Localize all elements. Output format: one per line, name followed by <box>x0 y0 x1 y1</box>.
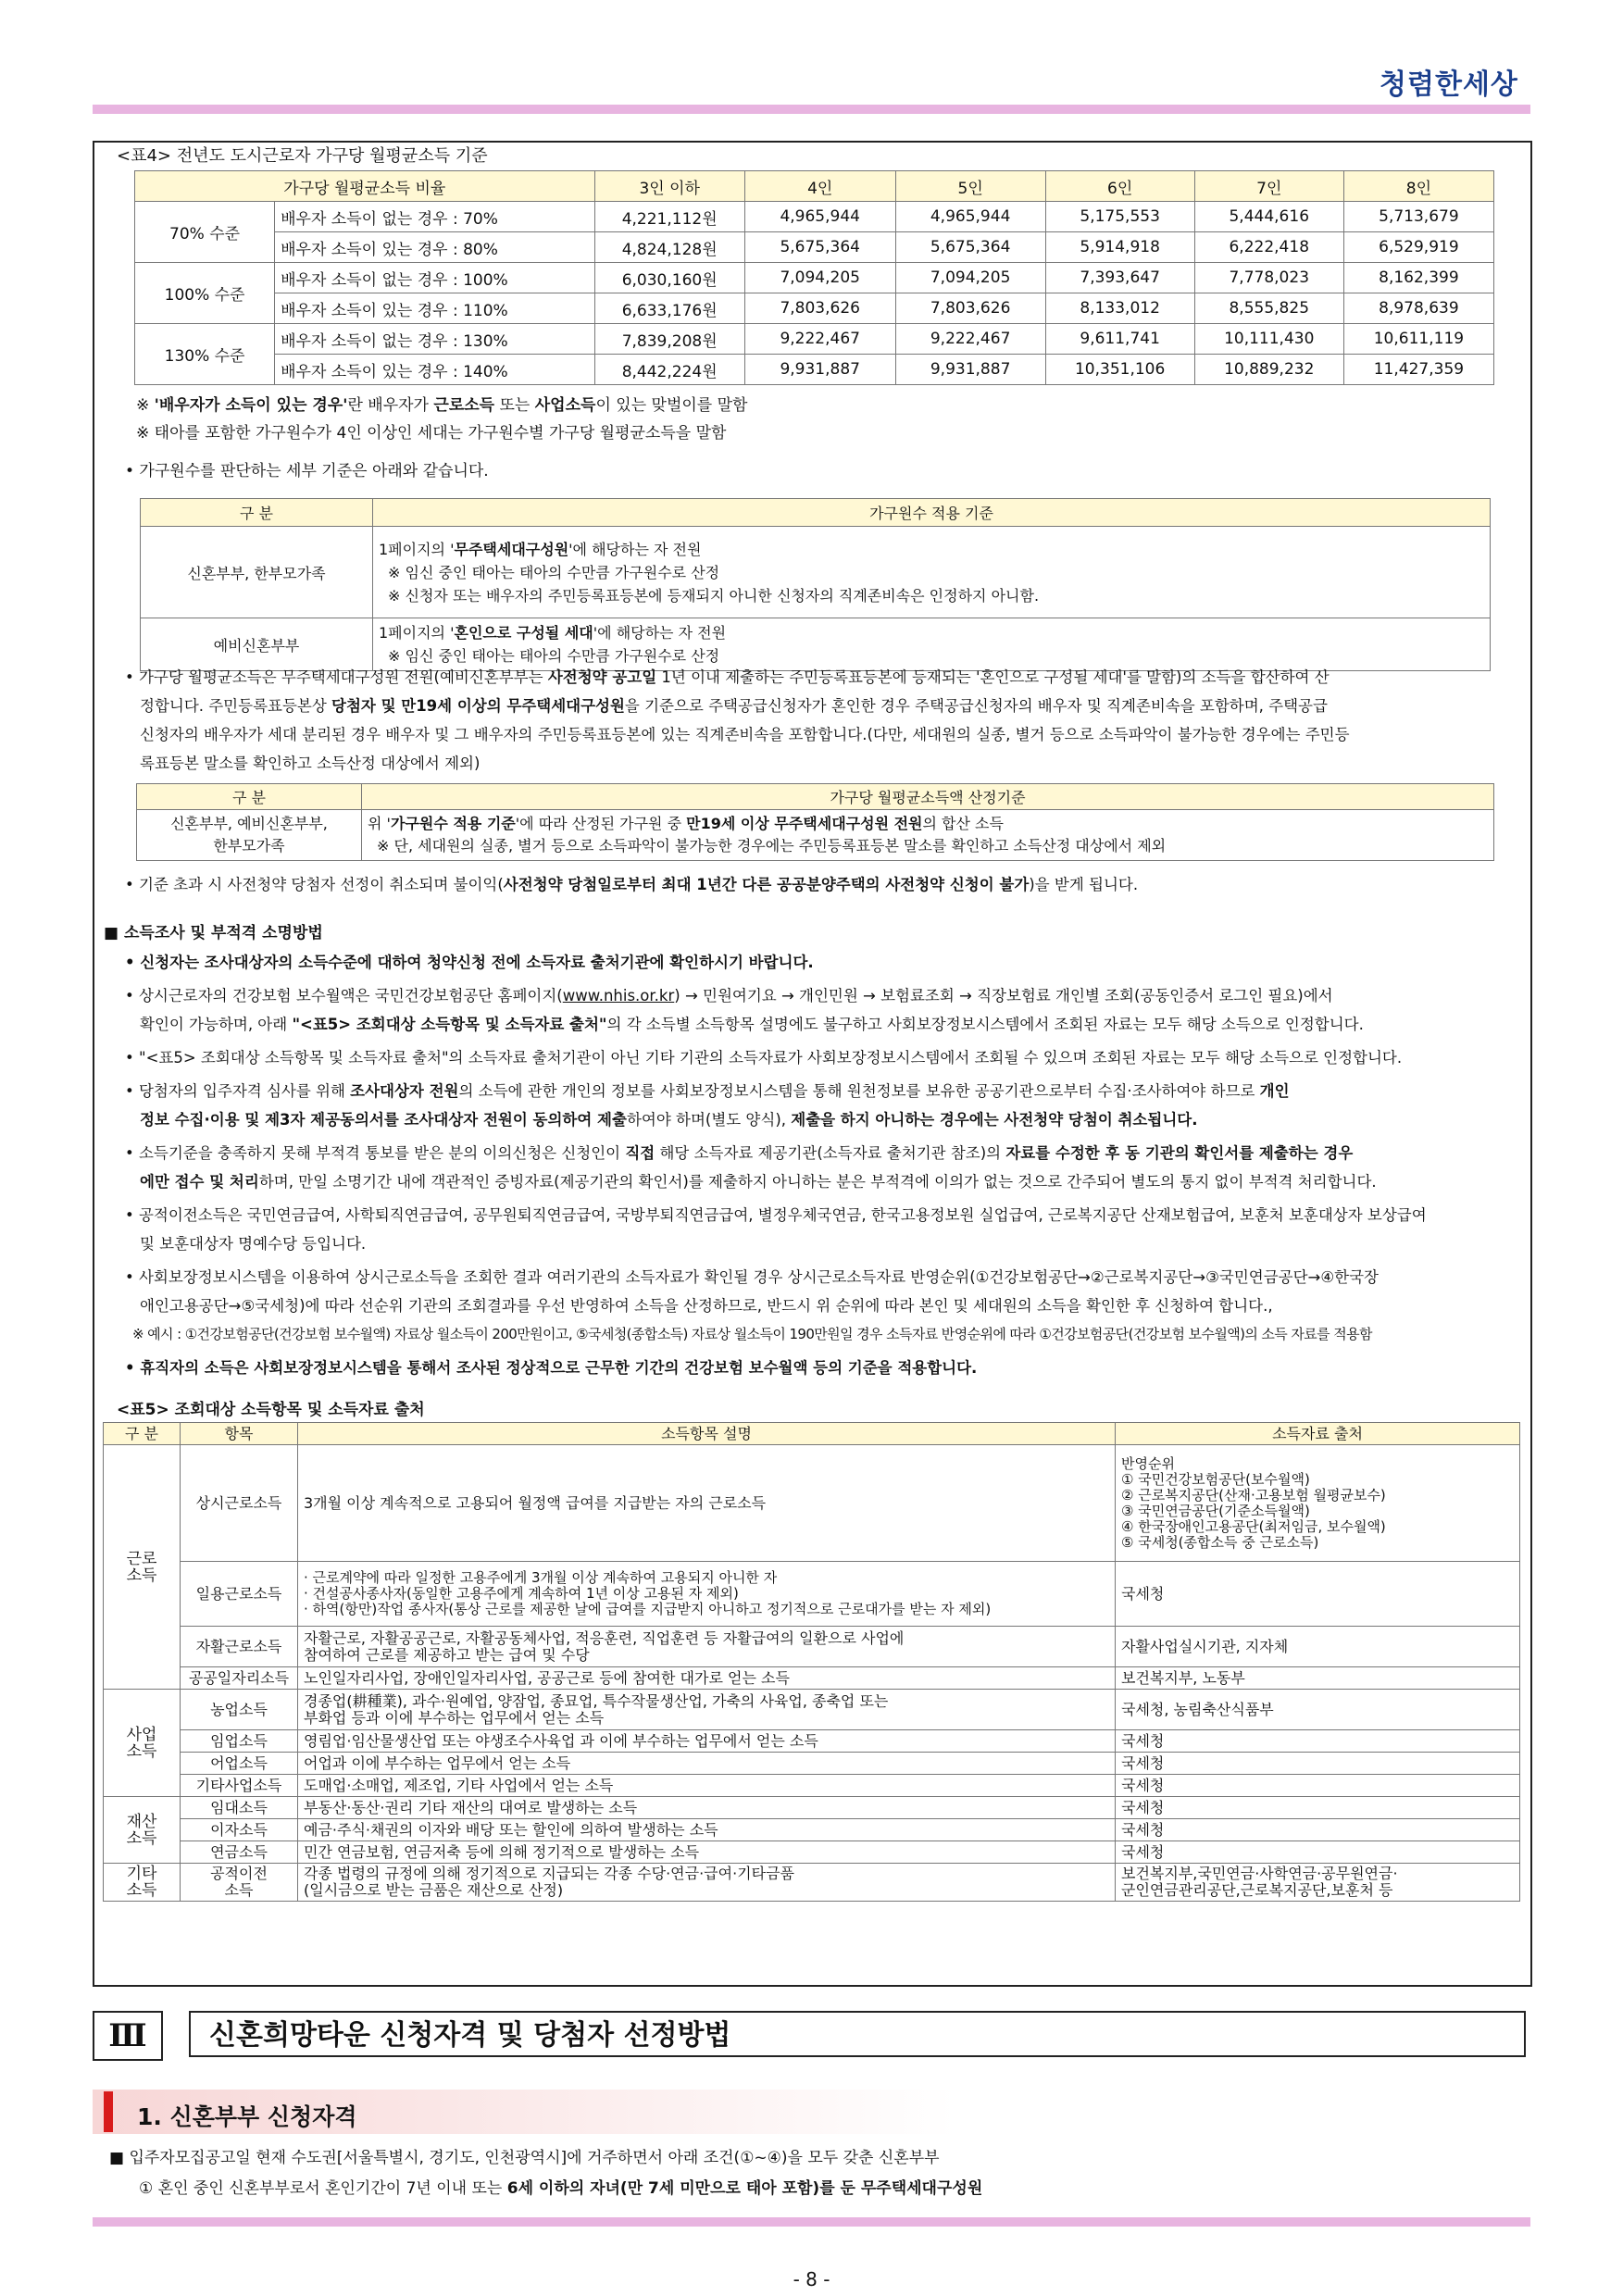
value-cell: 5,713,679 <box>1343 202 1493 232</box>
desc-cell: 각종 법령의 규정에 의해 정기적으로 지급되는 각종 수당·연금·급여·기타금품 (일시금으로 받는 금품은 재산으로 산정) <box>298 1864 1116 1902</box>
table-row <box>104 1841 1520 1864</box>
value-cell: 4,965,944 <box>744 202 895 232</box>
table4-note-1: ※ '배우자가 소득이 있는 경우'란 배우자가 근로소득 또는 사업소득이 있는 맞벌이를 말함 <box>136 396 748 415</box>
household-table <box>140 498 1491 671</box>
criteria-cell: 위 '가구원수 적용 기준'에 따라 산정된 가구원 중 만19세 이상 무주택세대구성원 전원의 합산 소득 ※ 단, 세대원의 실종, 별거 등으로 소득파악이 불가능한 경우에는 주민등록표등본 말소를 확인하고 소득산정 대상에서 제외 <box>362 810 1494 861</box>
source-cell: 국세청 <box>1116 1730 1520 1753</box>
table-row <box>135 202 1494 232</box>
table-row <box>104 1562 1520 1627</box>
item-cell: 일용근로소득 <box>181 1562 298 1627</box>
value-cell: 10,111,430 <box>1194 324 1343 355</box>
value-cell: 6,529,919 <box>1343 232 1493 263</box>
desc-cell: 민간 연금보험, 연금저축 등에 의해 정기적으로 발생하는 소득 <box>298 1841 1116 1864</box>
value-cell: 6,633,176원 <box>594 293 744 324</box>
value-cell: 9,222,467 <box>895 324 1045 355</box>
table-header-row <box>137 784 1494 810</box>
header-cell: 6인 <box>1045 171 1194 202</box>
category-cell: 예비신혼부부 <box>141 618 373 671</box>
qualification-line-2: ① 혼인 중인 신혼부부로서 혼인기간이 7년 이내 또는 6세 이하의 자녀(만 7세 미만으로 태아 포함)를 둔 무주택세대구성원 <box>139 2179 983 2198</box>
desc-cell: 노인일자리사업, 장애인일자리사업, 공공근로 등에 참여한 대가로 얻는 소득 <box>298 1667 1116 1690</box>
value-cell: 6,222,418 <box>1194 232 1343 263</box>
value-cell: 11,427,359 <box>1343 355 1493 385</box>
value-cell: 10,889,232 <box>1194 355 1343 385</box>
item-cell: 어업소득 <box>181 1753 298 1775</box>
subsection-header <box>93 2090 1530 2134</box>
value-cell: 5,675,364 <box>895 232 1045 263</box>
category-cell: 신혼부부, 예비신혼부부, 한부모가족 <box>137 810 362 861</box>
header-cell: 가구당 월평균소득 비율 <box>135 171 595 202</box>
table-row <box>104 1690 1520 1730</box>
table-row <box>104 1627 1520 1667</box>
table-row <box>135 263 1494 293</box>
header-cell: 4인 <box>744 171 895 202</box>
level-cell: 130% 수준 <box>135 324 275 385</box>
table-row <box>135 355 1494 385</box>
desc-cell: 어업과 이에 부수하는 업무에서 얻는 소득 <box>298 1753 1116 1775</box>
value-cell: 9,931,887 <box>744 355 895 385</box>
desc-cell: 도매업·소매업, 제조업, 기타 사업에서 얻는 소득 <box>298 1775 1116 1797</box>
value-cell: 5,675,364 <box>744 232 895 263</box>
group-cell: 재산 소득 <box>104 1797 181 1864</box>
value-cell: 7,094,205 <box>895 263 1045 293</box>
value-cell: 8,133,012 <box>1045 293 1194 324</box>
ratio-label-cell: 배우자 소득이 있는 경우 : 110% <box>275 293 594 324</box>
value-cell: 10,351,106 <box>1045 355 1194 385</box>
table-row <box>135 293 1494 324</box>
section-header <box>93 2011 1530 2061</box>
ratio-label-cell: 배우자 소득이 없는 경우 : 130% <box>275 324 594 355</box>
value-cell: 4,824,128원 <box>594 232 744 263</box>
header-cell: 구 분 <box>141 499 373 527</box>
ratio-label-cell: 배우자 소득이 있는 경우 : 80% <box>275 232 594 263</box>
category-cell: 신혼부부, 한부모가족 <box>141 527 373 618</box>
desc-cell: · 근로계약에 따라 일정한 고용주에게 3개월 이상 계속하여 고용되지 아니한 자 · 건설공사종사자(동일한 고용주에게 계속하여 1년 이상 고용된 자 제외) · 하역(항만)작업 종사자(통상 근로를 제공한 날에 급여를 지급받지 아니하고 정기적으로 근로대가를 받는 자 제외) <box>298 1562 1116 1627</box>
table-row <box>137 810 1494 861</box>
footer-divider <box>93 2217 1530 2227</box>
value-cell: 6,030,160원 <box>594 263 744 293</box>
value-cell: 7,839,208원 <box>594 324 744 355</box>
criteria-cell: 1페이지의 '혼인으로 구성될 세대'에 해당하는 자 전원 ※ 임신 중인 태아는 태아의 수만큼 가구원수로 산정 <box>373 618 1491 671</box>
source-cell: 보건복지부,국민연금·사학연금·공무원연금· 군인연금관리공단,근로복지공단,보훈처 등 <box>1116 1864 1520 1902</box>
table-row <box>104 1445 1520 1562</box>
ratio-label-cell: 배우자 소득이 없는 경우 : 70% <box>275 202 594 232</box>
income-source-table <box>103 1422 1520 1902</box>
table4-title: <표4> 전년도 도시근로자 가구당 월평균소득 기준 <box>117 146 488 166</box>
table4-note-2: ※ 태아를 포함한 가구원수가 4인 이상인 세대는 가구원수별 가구당 월평균소득을 말함 <box>136 424 727 443</box>
header-cell: 8인 <box>1343 171 1493 202</box>
item-cell: 임업소득 <box>181 1730 298 1753</box>
source-cell: 반영순위 ① 국민건강보험공단(보수월액) ② 근로복지공단(산재·고용보험 월평균보수) ③ 국민연금공단(기준소득월액) ④ 한국장애인고용공단(최저임금, 보수월액) ⑤ 국세청(종합소득 중 근로소득) <box>1116 1445 1520 1562</box>
value-cell: 7,803,626 <box>744 293 895 324</box>
income-calc-table <box>136 783 1494 861</box>
logo: 청렴한세상 <box>1380 69 1518 101</box>
value-cell: 9,222,467 <box>744 324 895 355</box>
table-row <box>104 1753 1520 1775</box>
level-cell: 70% 수준 <box>135 202 275 263</box>
income-paragraph: • 가구당 월평균소득은 무주택세대구성원 전원(예비신혼부부는 사전청약 공고일 1년 이내 제출하는 주민등록표등본에 등재되는 '혼인으로 구성될 세대'를 말함)의 소득을 합산하여 산 정합니다. 주민등록표등본상 당첨자 및 만19세 이상의 무주택세대구성원을 기준으로 주택공급신청자가 혼인한 경우 주택공급신청자의 배우자 및 직계존비속을 포함하며, 주택공급 신청자의 배우자가 세대 분리된 경우 배우자 및 그 배우자의 주민등록표등본에 있는 직계존비속을 포함합니다.(다만, 세대원의 실종, 별거 등으로 소득파악이 불가능한 경우에는 주민등 록표등본 말소를 확인하고 소득산정 대상에서 제외) <box>125 668 1350 772</box>
section-number: Ⅲ <box>93 2011 163 2061</box>
exceed-bullet: • 기준 초과 시 사전청약 당첨자 선정이 취소되며 불이익(사전청약 당첨일로부터 최대 1년간 다른 공공분양주택의 사전청약 신청이 불가)을 받게 됩니다. <box>125 876 1139 893</box>
value-cell: 8,555,825 <box>1194 293 1343 324</box>
table-header-row <box>104 1423 1520 1445</box>
source-cell: 국세청 <box>1116 1819 1520 1841</box>
value-cell: 9,611,741 <box>1045 324 1194 355</box>
table-row <box>141 527 1491 618</box>
desc-cell: 영림업·임산물생산업 또는 야생조수사육업 과 이에 부수하는 업무에서 얻는 소득 <box>298 1730 1116 1753</box>
household-bullet: • 가구원수를 판단하는 세부 기준은 아래와 같습니다. <box>125 462 489 480</box>
desc-cell: 경종업(耕種業), 과수·원예업, 양잠업, 종묘업, 특수작물생산업, 가축의 사육업, 종축업 또는 부화업 등과 이에 부수하는 업무에서 얻는 소득 <box>298 1690 1116 1730</box>
table-row <box>135 324 1494 355</box>
value-cell: 10,611,119 <box>1343 324 1493 355</box>
item-cell: 상시근로소득 <box>181 1445 298 1562</box>
desc-cell: 예금·주식·채권의 이자와 배당 또는 할인에 의하여 발생하는 소득 <box>298 1819 1116 1841</box>
header-cell: 소득자료 출처 <box>1116 1423 1520 1445</box>
source-cell: 자활사업실시기관, 지자체 <box>1116 1627 1520 1667</box>
item-cell: 공공일자리소득 <box>181 1667 298 1690</box>
income-table <box>134 170 1494 385</box>
item-cell: 기타사업소득 <box>181 1775 298 1797</box>
table-row <box>104 1730 1520 1753</box>
table5-title: <표5> 조회대상 소득항목 및 소득자료 출처 <box>117 1401 425 1419</box>
value-cell: 5,444,616 <box>1194 202 1343 232</box>
survey-bullets: • 신청자는 조사대상자의 소득수준에 대하여 청약신청 전에 소득자료 출처기관에 확인하시기 바랍니다. • 상시근로자의 건강보험 보수월액은 국민건강보험공단 홈페이지(www.nhis.or.kr) → 민원여기요 → 개인민원 → 보험료조회 → 직장보험료 개인별 조회(공동인증서 로그인 필요)에서 확인이 가능하며, 아래 "<표5> 조회대상 소득항목 및 소득자료 출처"의 각 소득별 소득항목 설명에도 불구하고 사회보장정보시스템에서 조회된 자료는 모두 해당 소득으로 인정합니다. • "<표5> 조회대상 소득항목 및 소득자료 출처"의 소득자료 출처기관이 아닌 기타 기관의 소득자료가 사회보장정보시스템에서 조회될 수 있으며 조회된 자료는 모두 해당 소득으로 인정합니다. • 당첨자의 입주자격 심사를 위해 조사대상자 전원의 소득에 관한 개인의 정보를 사회보장정보시스템을 통해 원천정보를 보유한 공공기관으로부터 수집·조사하여야 하므로 개인 정보 수집·이용 및 제3자 제공동의서를 조사대상자 전원이 동의하여 제출하여야 하며(별도 양식), 제출을 하지 아니하는 경우에는 사전청약 당첨이 취소됩니다. • 소득기준을 충족하지 못해 부적격 통보를 받은 분의 이의신청은 신청인이 직접 해당 소득자료 제공기관(소득자료 출처기관 참조)의 자료를 수정한 후 동 기관의 확인서를 제출하는 경우 에만 접수 및 처리하며, 만일 소명기간 내에 객관적인 증빙자료(제공기관의 확인서)를 제출하지 아니하는 분은 부적격에 이의가 없는 것으로 간주되어 별도의 통지 없이 부적격 처리합니다. • 공적이전소득은 국민연금급여, 사학퇴직연금급여, 공무원퇴직연금급여, 국방부퇴직연금급여, 별정우체국연금, 한국고용정보원 실업급여, 근로복지공단 산재보험급여, 보훈처 보훈대상자 보상급여 및 보훈대상자 명예수당 등입니다. • 사회보장정보시스템을 이용하여 상시근로소득을 조회한 결과 여러기관의 소득자료가 확인될 경우 상시근로소득자료 반영순위(①건강보험공단→②근로복지공단→③국민연금공단→④한국장 애인고용공단→⑤국세청)에 따라 선순위 기관의 조회결과를 우선 반영하여 소득을 산정하므로, 반드시 위 순위에 따라 본인 및 세대원의 소득을 확인한 후 신청하여 합니다., ※ 예시 : ①건강보험공단(건강보험 보수월액) 자료상 월소득이 200만원이고, ⑤국세청(종합소득) 자료상 월소득이 190만원일 경우 소득자료 반영순위에 따라 ①건강보험공단(건강보험 보수월액)의 소득 자료를 적용함 • 휴직자의 소득은 사회보장정보시스템을 통해서 조사된 정상적으로 근무한 기간의 건강보험 보수월액 등의 기준을 적용합니다. <box>125 954 1427 1377</box>
source-cell: 국세청, 농림축산식품부 <box>1116 1690 1520 1730</box>
value-cell: 7,393,647 <box>1045 263 1194 293</box>
value-cell: 4,965,944 <box>895 202 1045 232</box>
group-cell: 기타 소득 <box>104 1864 181 1902</box>
header-cell: 항목 <box>181 1423 298 1445</box>
source-cell: 국세청 <box>1116 1841 1520 1864</box>
item-cell: 이자소득 <box>181 1819 298 1841</box>
source-cell: 국세청 <box>1116 1797 1520 1819</box>
value-cell: 8,978,639 <box>1343 293 1493 324</box>
value-cell: 7,094,205 <box>744 263 895 293</box>
ratio-label-cell: 배우자 소득이 없는 경우 : 100% <box>275 263 594 293</box>
header-cell: 구 분 <box>137 784 362 810</box>
source-cell: 보건복지부, 노동부 <box>1116 1667 1520 1690</box>
table-header-row <box>141 499 1491 527</box>
value-cell: 8,442,224원 <box>594 355 744 385</box>
ratio-label-cell: 배우자 소득이 있는 경우 : 140% <box>275 355 594 385</box>
subsection-marker <box>104 2091 113 2132</box>
table-header-row <box>135 171 1494 202</box>
value-cell: 8,162,399 <box>1343 263 1493 293</box>
header-cell: 3인 이하 <box>594 171 744 202</box>
desc-cell: 부동산·동산·권리 기타 재산의 대여로 발생하는 소득 <box>298 1797 1116 1819</box>
group-cell: 사업 소득 <box>104 1690 181 1797</box>
header-cell: 5인 <box>895 171 1045 202</box>
table-row <box>104 1819 1520 1841</box>
item-cell: 농업소득 <box>181 1690 298 1730</box>
value-cell: 4,221,112원 <box>594 202 744 232</box>
table-row <box>104 1864 1520 1902</box>
header-cell: 구 분 <box>104 1423 181 1445</box>
item-cell: 공적이전 소득 <box>181 1864 298 1902</box>
group-cell: 근로 소득 <box>104 1445 181 1690</box>
header-cell: 가구원수 적용 기준 <box>373 499 1491 527</box>
item-cell: 자활근로소득 <box>181 1627 298 1667</box>
subsection-title: 1. 신혼부부 신청자격 <box>137 2103 357 2130</box>
table-row <box>104 1775 1520 1797</box>
value-cell: 7,803,626 <box>895 293 1045 324</box>
level-cell: 100% 수준 <box>135 263 275 324</box>
item-cell: 연금소득 <box>181 1841 298 1864</box>
value-cell: 5,175,553 <box>1045 202 1194 232</box>
criteria-cell: 1페이지의 '무주택세대구성원'에 해당하는 자 전원 ※ 임신 중인 태아는 태아의 수만큼 가구원수로 산정 ※ 신청자 또는 배우자의 주민등록표등본에 등재되지 아니한 신청자의 직계존비속은 인정하지 아니함. <box>373 527 1491 618</box>
value-cell: 5,914,918 <box>1045 232 1194 263</box>
table-row <box>104 1667 1520 1690</box>
item-cell: 임대소득 <box>181 1797 298 1819</box>
page-number: - 8 - <box>793 2268 830 2290</box>
source-cell: 국세청 <box>1116 1562 1520 1627</box>
survey-heading: ■ 소득조사 및 부적격 소명방법 <box>104 924 323 942</box>
section-title: 신혼희망타운 신청자격 및 당첨자 선정방법 <box>189 2011 1526 2057</box>
table-row <box>135 232 1494 263</box>
source-cell: 국세청 <box>1116 1775 1520 1797</box>
source-cell: 국세청 <box>1116 1753 1520 1775</box>
desc-cell: 자활근로, 자활공공근로, 자활공동체사업, 적응훈련, 직업훈련 등 자활급여의 일환으로 사업에 참여하여 근로를 제공하고 받는 급여 및 수당 <box>298 1627 1116 1667</box>
header-cell: 7인 <box>1194 171 1343 202</box>
header-cell: 가구당 월평균소득액 산정기준 <box>362 784 1494 810</box>
value-cell: 9,931,887 <box>895 355 1045 385</box>
qualification-line-1: ■ 입주자모집공고일 현재 수도권[서울특별시, 경기도, 인천광역시]에 거주하면서 아래 조건(①~④)을 모두 갖춘 신혼부부 <box>109 2149 940 2167</box>
table-row <box>104 1797 1520 1819</box>
header-cell: 소득항목 설명 <box>298 1423 1116 1445</box>
value-cell: 7,778,023 <box>1194 263 1343 293</box>
header-divider <box>93 105 1530 114</box>
desc-cell: 3개월 이상 계속적으로 고용되어 월정액 급여를 지급받는 자의 근로소득 <box>298 1445 1116 1562</box>
